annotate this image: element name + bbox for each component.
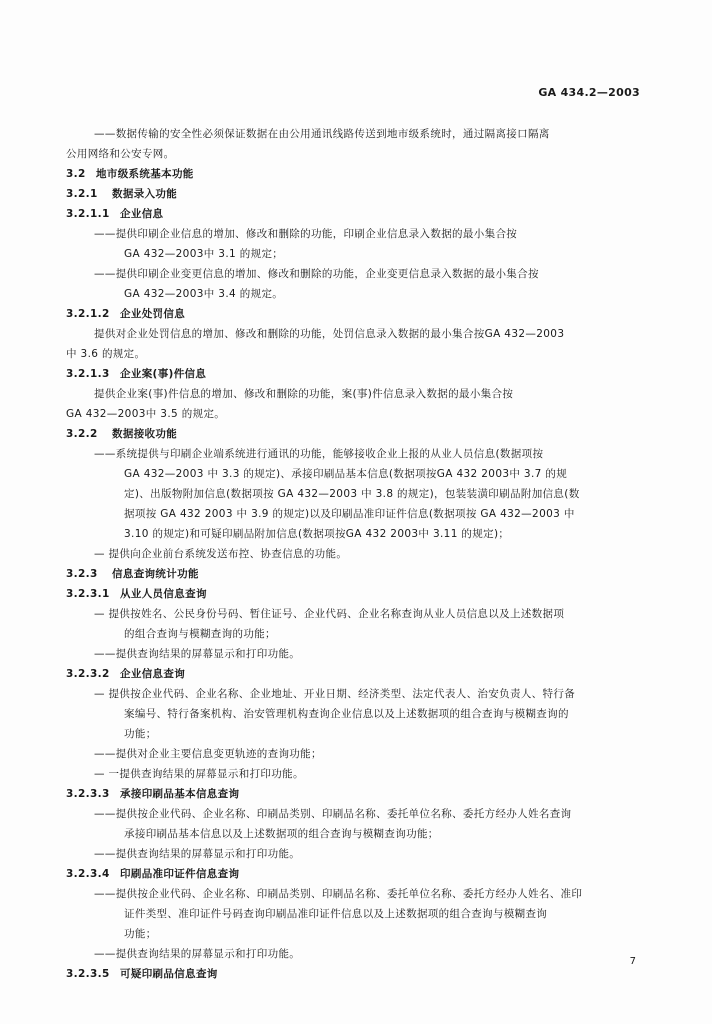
body-text-line: ——提供查询结果的屏幕显示和打印功能。 <box>94 648 301 660</box>
body-text-line: GA 432—2003中 3.4 的规定。 <box>124 288 284 300</box>
body-text-line: 的组合查询与模糊查询的功能； <box>124 628 276 640</box>
body-text-line: ——提供查询结果的屏幕显示和打印功能。 <box>94 948 301 960</box>
section-title: 企业处罚信息 <box>120 308 186 320</box>
section-heading <box>66 784 640 804</box>
body-text-line: 定)、出版物附加信息(数据项按 GA 432—2003 中 3.8 的规定)，包装装潢印刷品附加信息(数 <box>124 488 580 500</box>
section-title: 数据录入功能 <box>112 188 178 200</box>
body-text-line: ——系统提供与印刷企业端系统进行通讯的功能，能够接收企业上报的从业人员信息(数据项按 <box>94 448 544 460</box>
body-text-line: 中 3.6 的规定。 <box>66 348 146 360</box>
body-text-line: 据项按 GA 432 2003 中 3.9 的规定)以及印刷品准印证件信息(数据项按 GA 432—2003 中 <box>124 508 575 520</box>
body-text-line: — 提供向企业前台系统发送布控、协查信息的功能。 <box>94 548 348 560</box>
body-text-line: ——提供按企业代码、企业名称、印刷品类别、印刷品名称、委托单位名称、委托方经办人姓名、准印 <box>94 888 583 900</box>
section-number: 3.2.2 <box>66 428 98 440</box>
body-text-line: 功能； <box>124 928 157 940</box>
section-number: 3.2.3.3 <box>66 788 110 800</box>
section-number: 3.2.3.4 <box>66 868 110 880</box>
section-title: 企业案(事)件信息 <box>120 368 207 380</box>
section-number: 3.2 <box>66 168 86 180</box>
page-number: 7 <box>629 956 636 967</box>
document-code: GA 434.2—2003 <box>538 86 640 99</box>
body-text-line: GA 432—2003中 3.1 的规定； <box>124 248 284 260</box>
body-text-line: 功能； <box>124 728 157 740</box>
section-title: 印刷品准印证件信息查询 <box>120 868 240 880</box>
body-text-line: ——提供印刷企业变更信息的增加、修改和删除的功能，企业变更信息录入数据的最小集合按 <box>94 268 539 280</box>
section-number: 3.2.3.2 <box>66 668 110 680</box>
section-number: 3.2.3 <box>66 568 98 580</box>
body-text-line: GA 432—2003中 3.5 的规定。 <box>66 408 226 420</box>
section-number: 3.2.1 <box>66 188 98 200</box>
body-text-line: 承接印刷品基本信息以及上述数据项的组合查询与模糊查询功能； <box>124 828 439 840</box>
section-title: 可疑印刷品信息查询 <box>120 968 218 980</box>
body-text-line: ——提供按企业代码、企业名称、印刷品类别、印刷品名称、委托单位名称、委托方经办人姓名查询 <box>94 808 572 820</box>
body-text-line: GA 432—2003 中 3.3 的规定)、承接印刷品基本信息(数据项按GA 432 2003中 3.7 的规 <box>124 468 568 480</box>
section-title: 承接印刷品基本信息查询 <box>120 788 240 800</box>
body-text-line: 公用网络和公安专网。 <box>66 148 175 160</box>
section-heading <box>66 964 640 984</box>
section-heading <box>66 424 640 444</box>
section-number: 3.2.1.2 <box>66 308 110 320</box>
section-title: 数据接收功能 <box>112 428 178 440</box>
section-number: 3.2.1.1 <box>66 208 110 220</box>
body-text-line: 提供企业案(事)件信息的增加、修改和删除的功能，案(事)件信息录入数据的最小集合按 <box>94 388 514 400</box>
body-text-line: ——提供查询结果的屏幕显示和打印功能。 <box>94 848 301 860</box>
document-body <box>66 124 640 984</box>
section-heading <box>66 304 640 324</box>
body-text-line: — 提供按姓名、公民身份号码、暂住证号、企业代码、企业名称查询从业人员信息以及上述数据项 <box>94 608 565 620</box>
section-number: 3.2.3.1 <box>66 588 110 600</box>
section-heading <box>66 184 640 204</box>
body-text-line: ——数据传输的安全性必须保证数据在由公用通讯线路传送到地市级系统时，通过隔离接口隔离 <box>94 128 550 140</box>
body-text-line: 案编号、特行备案机构、治安管理机构查询企业信息以及上述数据项的组合查询与模糊查询的 <box>124 708 569 720</box>
section-title: 企业信息 <box>120 208 164 220</box>
body-text-line: — 一提供查询结果的屏幕显示和打印功能。 <box>94 768 304 780</box>
body-text-line: 证件类型、准印证件号码查询印刷品准印证件信息以及上述数据项的组合查询与模糊查询 <box>124 908 548 920</box>
section-heading <box>66 664 640 684</box>
section-heading <box>66 364 640 384</box>
body-text-line: 3.10 的规定)和可疑印刷品附加信息(数据项按GA 432 2003中 3.11 的规定)； <box>124 528 510 540</box>
section-title: 地市级系统基本功能 <box>96 168 194 180</box>
section-heading <box>66 864 640 884</box>
section-title: 企业信息查询 <box>120 668 186 680</box>
section-number: 3.2.3.5 <box>66 968 110 980</box>
body-text-line: 提供对企业处罚信息的增加、修改和删除的功能，处罚信息录入数据的最小集合按GA 432—2003 <box>94 328 565 340</box>
section-title: 信息查询统计功能 <box>112 568 199 580</box>
section-heading <box>66 164 640 184</box>
section-title: 从业人员信息查询 <box>120 588 207 600</box>
section-heading <box>66 584 640 604</box>
section-heading <box>66 204 640 224</box>
section-heading <box>66 564 640 584</box>
body-text-line: ——提供印刷企业信息的增加、修改和删除的功能，印刷企业信息录入数据的最小集合按 <box>94 228 518 240</box>
body-text-line: ——提供对企业主要信息变更轨迹的查询功能； <box>94 748 322 760</box>
section-number: 3.2.1.3 <box>66 368 110 380</box>
body-text-line: — 提供按企业代码、企业名称、企业地址、开业日期、经济类型、法定代表人、治安负责人、特行备 <box>94 688 576 700</box>
